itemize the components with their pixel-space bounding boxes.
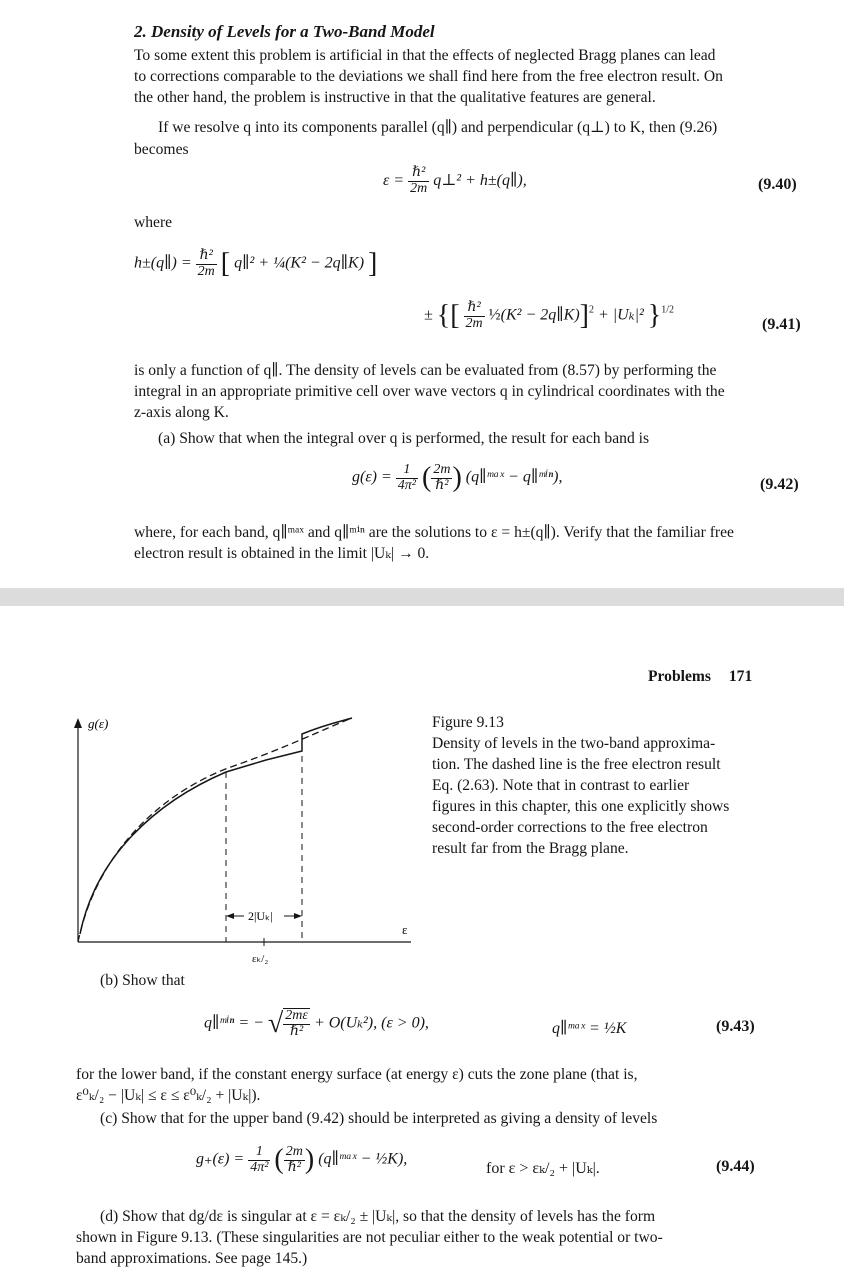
eq-lhs: q∥ᵐⁱⁿ = − [204,1014,264,1032]
left-paren-icon: ( [274,1144,284,1175]
gap-label: 2|Uₖ| [248,909,273,923]
caption-line: tion. The dashed line is the free electron result [432,756,721,773]
numerator: 1 [396,463,418,479]
right-paren-icon: ) [452,462,462,493]
intro-paragraph [134,45,814,108]
part-a: (a) Show that when the integral over q is performed, the result for each band is [158,430,650,447]
eq-rest: q⊥² + h±(q∥), [433,171,527,189]
equation-9-43-right: q∥ᵐᵃˣ = ½K [552,1020,627,1037]
paragraph-after-941 [134,360,814,423]
page-number: 171 [728,668,753,685]
resolve-line-2: becomes [134,141,189,158]
equation-9-41-line2 [424,300,674,332]
fraction [283,1008,310,1039]
eq-rest: (q∥ᵐᵃˣ − ½K), [318,1150,408,1168]
eq-body-2: + |Uₖ|² [597,306,644,324]
denominator: 2m [410,180,428,196]
equation-9-43 [204,1008,429,1040]
fraction [431,463,452,493]
numerator: 1 [248,1145,270,1161]
paragraph-after-943 [76,1064,776,1106]
figure-caption [432,712,762,859]
eq-rest: + O(Uₖ²), (ε > 0), [313,1014,429,1032]
equation-9-41-line1 [134,248,377,280]
numerator: 2mε [285,1008,308,1024]
power: 1/2 [661,304,674,316]
free-electron-curve [78,718,352,942]
arrow-right-icon [294,913,302,919]
x-axis-label: ε [402,922,408,937]
bottom-page [0,606,844,1280]
fraction [284,1145,305,1175]
center-label: εₖ/₂ [252,953,269,965]
fraction [396,463,418,493]
sqrt-icon: √ [267,1008,284,1039]
denominator: 2m [465,315,483,331]
denominator: 4π² [397,477,416,493]
text-line: for the lower band, if the constant energy surface (at energy ε) cuts the zone plane (that is, [76,1066,638,1083]
denominator: 4π² [250,1159,269,1175]
resolve-line: If we resolve q into its components parallel (q∥) and perpendicular (q⊥) to K, then (9.26) [158,119,718,136]
right-bracket-icon: ] [368,248,378,279]
caption-line: Density of levels in the two-band approxima- [432,735,716,752]
left-brace-icon: {[ [436,300,460,331]
arrow-left-icon [226,913,234,919]
caption-line: Eq. (2.63). Note that in contrast to earlier [432,777,690,794]
fraction [464,301,485,331]
eq-body: q∥² + ¼(K² − 2q∥K) [234,254,365,272]
page-separator [0,588,844,606]
equation-number: (9.42) [760,476,799,493]
running-head-title: Problems [648,668,711,685]
text-line: is only a function of q∥. The density of levels can be evaluated from (8.57) by performing the [134,362,717,379]
text-line: (d) Show that dg/dε is singular at ε = εₖ/₂ ± |Uₖ|, so that the density of levels has the form [100,1208,656,1225]
y-axis-arrow-icon [74,718,82,728]
section-heading: 2. Density of Levels for a Two-Band Model [134,22,435,41]
half-factor: ½ [488,306,501,324]
eq-lhs: g(ε) = [352,468,392,486]
caption-line: figures in this chapter, this one explicitly shows [432,798,730,815]
figure-title: Figure 9.13 [432,714,504,731]
part-b: (b) Show that [100,972,185,989]
text-line: the other hand, the problem is instructive in that the qualitative features are general. [134,89,656,106]
eq-lhs: ε = [383,171,405,189]
fraction [408,166,429,196]
equation-number: (9.40) [758,176,797,193]
left-bracket-icon: [ [220,248,231,279]
square-power: 2 [588,304,594,316]
numerator: 2m [433,461,451,477]
eq-lhs: g₊(ε) = [196,1150,245,1168]
text-line: To some extent this problem is artificial in that the effects of neglected Bragg planes can lead [134,47,716,64]
equation-9-44 [196,1144,407,1176]
equation-number: (9.43) [716,1018,755,1035]
text-line: to corrections comparable to the deviations we shall find here from the free electron result. On [134,68,723,85]
caption-line: second-order corrections to the free electron [432,819,708,836]
numerator: ℏ² [196,249,217,265]
denominator: ℏ² [290,1024,304,1039]
left-paren-icon: ( [421,462,432,493]
text-line: ε⁰ₖ/₂ − |Uₖ| ≤ ε ≤ ε⁰ₖ/₂ + |Uₖ|). [76,1087,261,1104]
eq-lhs: h±(q∥) = [134,254,192,272]
denominator: ℏ² [287,1159,301,1175]
numerator: ℏ² [408,166,429,182]
text-line: where, for each band, q∥ᵐᵃˣ and q∥ᵐⁱⁿ are the solutions to ε = h±(q∥). Verify that the familiar free [134,524,734,541]
top-page [0,0,844,588]
text-line: integral in an appropriate primitive cell over wave vectors q in cylindrical coordinates with the [134,383,725,400]
plus-minus: ± [424,306,433,324]
right-bracket-icon: ] [579,300,589,331]
two-band-curve [80,718,352,934]
equation-number: (9.41) [762,316,801,333]
equation-number: (9.44) [716,1158,755,1175]
figure-9-13-chart [66,706,426,976]
part-d [76,1206,776,1269]
text-line: z-axis along K. [134,404,229,421]
text-line: band approximations. See page 145.) [76,1250,308,1267]
denominator: 2m [197,263,215,279]
text-line: shown in Figure 9.13. (These singularities are not peculiar either to the weak potential or two- [76,1229,663,1246]
fraction [248,1145,270,1175]
eq-rest: (q∥ᵐᵃˣ − q∥ᵐⁱⁿ), [465,468,563,486]
numerator: ℏ² [464,301,485,317]
numerator: 2m [285,1143,303,1159]
text-line: electron result is obtained in the limit |Uₖ| → 0. [134,545,430,562]
fraction [196,249,217,279]
caption-line: result far from the Bragg plane. [432,840,629,857]
paragraph-after-942 [134,522,824,564]
eq-body: (K² − 2q∥K) [500,306,580,324]
where-label: where [134,214,173,231]
right-brace-icon: } [647,300,662,331]
denominator: ℏ² [435,477,449,493]
equation-9-42 [352,462,563,494]
equation-9-44-condition: for ε > εₖ/₂ + |Uₖ|. [486,1160,600,1177]
y-axis-label: g(ε) [88,716,109,731]
equation-9-40 [383,166,527,196]
right-paren-icon: ) [304,1144,315,1175]
running-head [648,668,752,686]
part-c: (c) Show that for the upper band (9.42) should be interpreted as giving a density of levels [100,1110,658,1127]
